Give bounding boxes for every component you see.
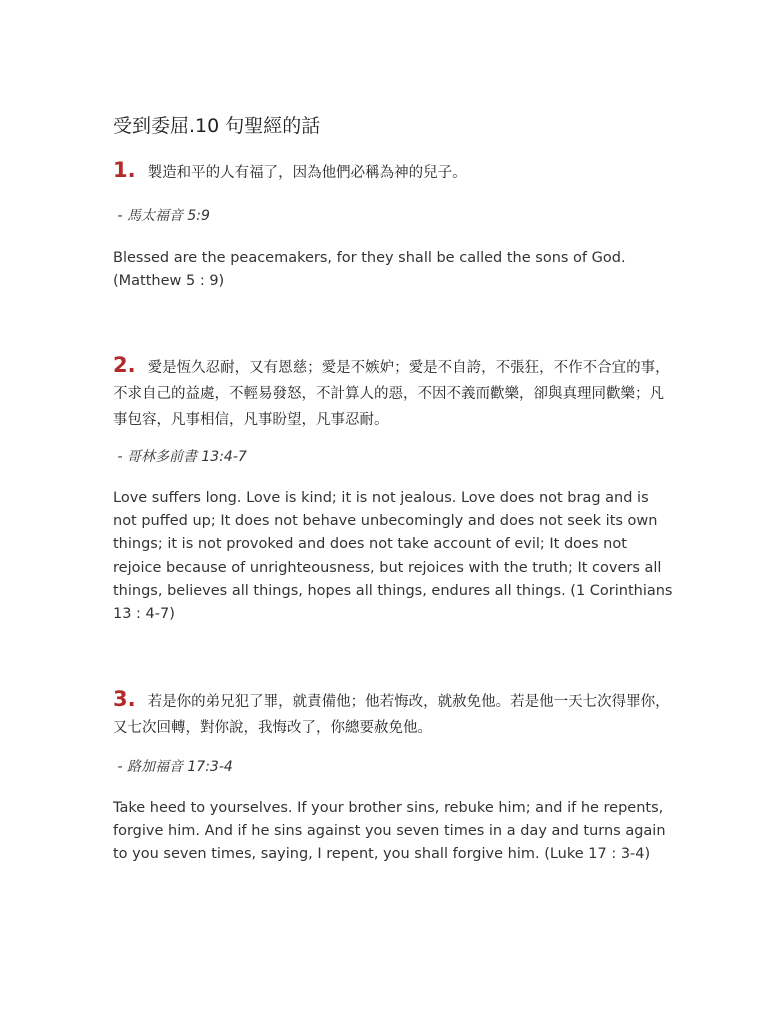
verse-1-english: Blessed are the peacemakers, for they shall be called the sons of God. (Matthew 5 : 9) (113, 250, 626, 290)
verse-1-chinese: 製造和平的人有福了，因為他們必稱為神的兒子。 (147, 165, 467, 181)
verse-2-chinese: 愛是恆久忍耐，又有恩慈；愛是不嫉妒；愛是不自誇，不張狂，不作不合宜的事，不求自己的益處，不輕易發怒，不計算人的惡，不因不義而歡樂，卻與真理同歡樂；凡事包容，凡事相信，凡事盼望，凡事忍耐。 (113, 360, 670, 428)
verse-3-reference-text: - 路加福音 17:3-4 (117, 759, 233, 775)
verse-3-english: Take heed to yourselves. If your brother sins, rebuke him; and if he repents, forgive him. And if he sins against you seven times in a day and turns again to you seven times, saying, I repent, you shall forgive him. (Luke 17 : 3-4) (113, 800, 666, 863)
verse-2-number: 2. (113, 353, 136, 377)
verse-2-reference (113, 447, 247, 467)
verse-1-number: 1. (113, 158, 136, 182)
page-title: 受到委屈.10 句聖經的話 (113, 115, 321, 137)
verse-1-reference (113, 206, 210, 226)
verse-3-chinese: 若是你的弟兄犯了罪，就責備他；他若悔改，就赦免他。若是他一天七次得罪你，又七次回轉，對你說，我悔改了，你總要赦免他。 (113, 694, 670, 736)
verse-2-reference-text: - 哥林多前書 13:4-7 (117, 449, 247, 465)
verse-1-reference-text: - 馬太福音 5:9 (117, 208, 210, 224)
verse-3-number: 3. (113, 687, 136, 711)
verse-1-chinese-block (113, 157, 673, 186)
verse-3-chinese-block (113, 686, 673, 741)
verse-2-english: Love suffers long. Love is kind; it is not jealous. Love does not brag and is not puffed up; It does not behave unbecomingly and does not seek its own things; it is not provoked and does not take account of evil; It does not rejoice because of unrighteousness, but rejoices with the truth; It covers all things, believes all things, hopes all things, endures all things. (1 Corinthians 13 : 4-7) (113, 490, 673, 623)
verse-2-chinese-block (113, 352, 673, 433)
verse-3-reference (113, 757, 233, 777)
